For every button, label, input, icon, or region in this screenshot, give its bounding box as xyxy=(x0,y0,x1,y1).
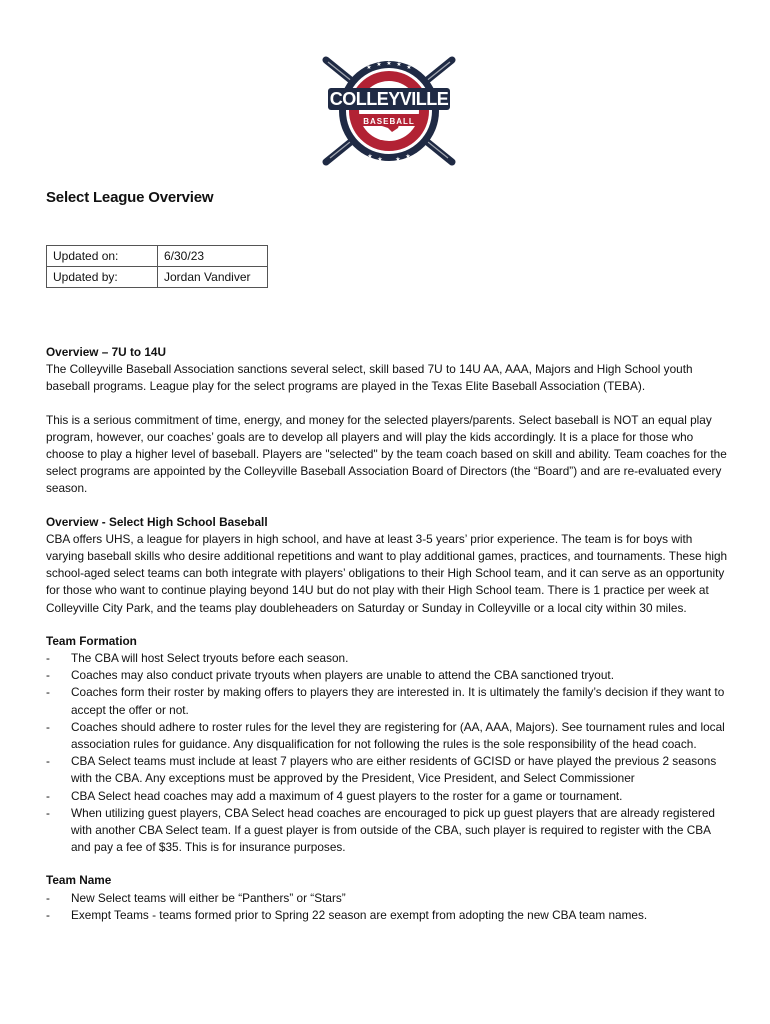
list-item: - Coaches form their roster by making offers to players they are interested in. It is ultimately the family’s decision if they want to accept the offer or not. xyxy=(46,684,730,718)
section-heading-overview-hs: Overview - Select High School Baseball xyxy=(46,514,268,529)
list-item: - When utilizing guest players, CBA Select head coaches are encouraged to pick up guest players that are already registered with another CBA Select team. If a guest player is from outside of the CBA, such player is required to register with the CBA and pay a fee of $35. This is for insurance purposes. xyxy=(46,805,730,857)
list-item: - Exempt Teams - teams formed prior to Spring 22 season are exempt from adopting the new CBA team names. xyxy=(46,907,730,924)
section-heading-overview-7u: Overview – 7U to 14U xyxy=(46,345,166,359)
overview-7u-paragraph-1: The Colleyville Baseball Association sanctions several select, skill based 7U to 14U AA, AAA, Majors and High School youth baseball programs. League play for the select programs are played in the Texas Elite Baseball Association (TEBA). xyxy=(46,362,693,394)
svg-text:★: ★ xyxy=(377,156,383,163)
overview-hs-paragraph: CBA offers UHS, a league for players in high school, and have at least 3-5 years’ prior experience. The team is for boys with varying baseball skills who desire additional repetitions and want to play additional games, practices, and tournaments. These high school-aged select teams can both integrate with players’ obligations to their High School team, and it can serve as an opportunity for those who want to continue playing beyond 14U but do not play with their High School team. There is 1 practice per week at Colleyville City Park, and the teams play doubleheaders on Saturday or Sunday in Colleyville or a local city within 30 miles. xyxy=(46,531,728,615)
list-item: - CBA Select head coaches may add a maximum of 4 guest players to the roster for a game or tournament. xyxy=(46,788,730,805)
svg-text:★: ★ xyxy=(376,61,382,68)
section-heading-team-name: Team Name xyxy=(46,873,112,888)
svg-text:★: ★ xyxy=(406,64,412,71)
updated-by-label: Updated by: xyxy=(47,267,158,288)
logo-tagline: BASEBALL xyxy=(363,117,415,126)
team-formation-list xyxy=(46,650,730,856)
updated-on-label: Updated on: xyxy=(47,246,158,267)
table-row xyxy=(47,267,268,288)
list-item: - CBA Select teams must include at least 7 players who are either residents of GCISD or have played the previous 2 seasons with the CBA. Any exceptions must be approved by the President, Vice President, and Select Commissioner xyxy=(46,753,730,787)
list-item: - Coaches should adhere to roster rules for the level they are registering for (AA, AAA, Majors). See tournament rules and local association rules for guidance. Any disqualification for not following the rules is the sole responsibility of the head coach. xyxy=(46,719,730,753)
svg-text:★: ★ xyxy=(395,156,401,163)
list-item: - New Select teams will either be “Panthers” or “Stars” xyxy=(46,890,730,907)
svg-text:★: ★ xyxy=(367,153,373,160)
section-heading-team-formation: Team Formation xyxy=(46,633,137,648)
updated-by-value: Jordan Vandiver xyxy=(158,267,268,288)
team-name-list xyxy=(46,890,730,924)
logo-name: COLLEYVILLE xyxy=(329,89,449,109)
svg-text:★: ★ xyxy=(405,153,411,160)
list-item: - Coaches may also conduct private tryouts when players are unable to attend the CBA sanctioned tryout. xyxy=(46,667,730,684)
page-title: Select League Overview xyxy=(46,189,214,206)
colleyville-baseball-logo xyxy=(318,52,460,170)
updated-on-value: 6/30/23 xyxy=(158,246,268,267)
list-item: - The CBA will host Select tryouts before each season. xyxy=(46,650,730,667)
table-row xyxy=(47,246,268,267)
svg-text:★: ★ xyxy=(396,61,402,68)
update-info-table xyxy=(46,245,268,288)
svg-text:★: ★ xyxy=(386,60,392,67)
svg-text:★: ★ xyxy=(366,64,372,71)
overview-7u-paragraph-2: This is a serious commitment of time, energy, and money for the selected players/parents. Select baseball is NOT an equal play program, however, our coaches’ goals are to develop all players and will play the kids accordingly. It is a place for those who choose to play a higher level of baseball. Players are "selected" by the team coach based on skill and ability. Team coaches for the select programs are appointed by the Colleyville Baseball Association Board of Directors (the “Board”) and are re-evaluated every season. xyxy=(46,412,727,496)
document-body xyxy=(46,344,730,924)
